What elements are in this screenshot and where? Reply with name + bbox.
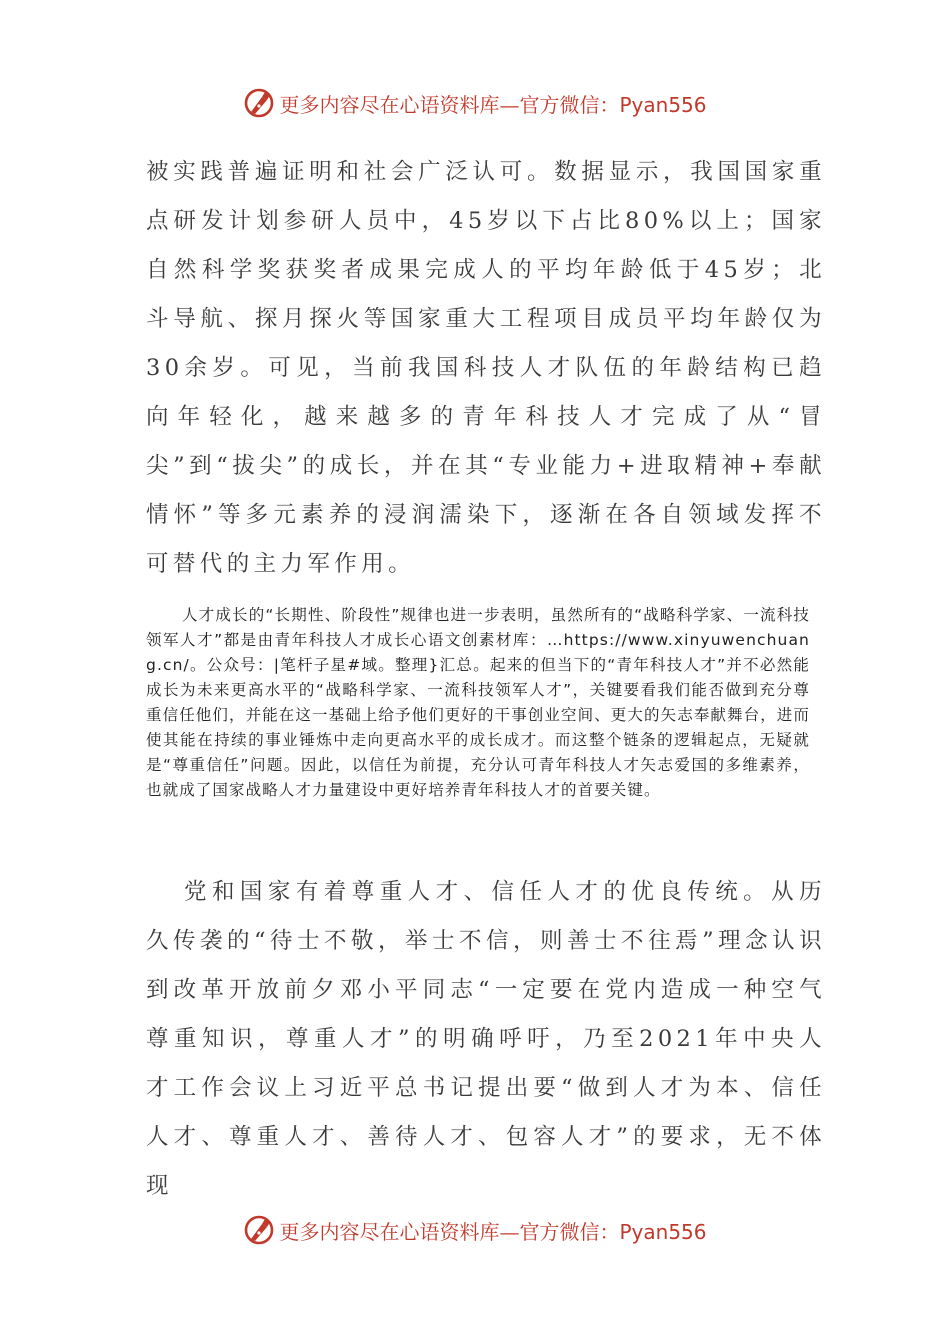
banner-text: 更多内容尽在心语资料库—官方微信：Pyan556: [279, 1219, 707, 1244]
pen-nib-circle-icon: [243, 87, 275, 119]
pen-nib-circle-icon: [243, 1214, 275, 1246]
banner-text: 更多内容尽在心语资料库—官方微信：Pyan556: [279, 92, 707, 117]
wechat-id: Pyan556: [619, 92, 707, 117]
paragraph-1: 被实践普遍证明和社会广泛认可。数据显示，我国国家重点研发计划参研人员中，45岁以下占比80%以上；国家自然科学奖获奖者成果完成人的平均年龄低于45岁；北斗导航、探月探火等国家重大工程项目成员平均年龄仅为30余岁。可见，当前我国科技人才队伍的年龄结构已趋向年轻化，越来越多的青年科技人才完成了从“冒尖”到“拔尖”的成长，并在其“专业能力+进取精神+奉献情怀”等多元素养的浸润濡染下，逐渐在各自领域发挥不可替代的主力军作用。: [146, 159, 826, 577]
wechat-id: Pyan556: [619, 1219, 707, 1244]
paragraph-3: 党和国家有着尊重人才、信任人才的优良传统。从历久传袭的“待士不敬，举士不信，则善士不往焉”理念认识到改革开放前夕邓小平同志“一定要在党内造成一种空气尊重知识，尊重人才”的明确呼吁，乃至2021年中央人才工作会议上习近平总书记提出要“做到人才为本、信任人才、尊重人才、善待人才、包容人才”的要求，无不体现: [146, 879, 826, 1199]
header-banner: [0, 85, 950, 121]
footer-banner: [0, 1212, 950, 1248]
paragraph-2: 人才成长的“长期性、阶段性”规律也进一步表明，虽然所有的“战略科学家、一流科技领军人才”都是由青年科技人才成长心语文创素材库：…https://www.xinyuwenchuang.cn/。公众号：|笔杆子星#域。整理}汇总。起来的但当下的“青年科技人才”并不必然能成长为未来更高水平的“战略科学家、一流科技领军人才”，关键要看我们能否做到充分尊重信任他们，并能在这一基础上给予他们更好的干事创业空间、更大的矢志奉献舞台，进而使其能在持续的事业锤炼中走向更高水平的成长成才。而这整个链条的逻辑起点，无疑就是“尊重信任”问题。因此，以信任为前提，充分认可青年科技人才矢志爱国的多维素养，也就成了国家战略人才力量建设中更好培养青年科技人才的首要关键。: [146, 606, 811, 799]
